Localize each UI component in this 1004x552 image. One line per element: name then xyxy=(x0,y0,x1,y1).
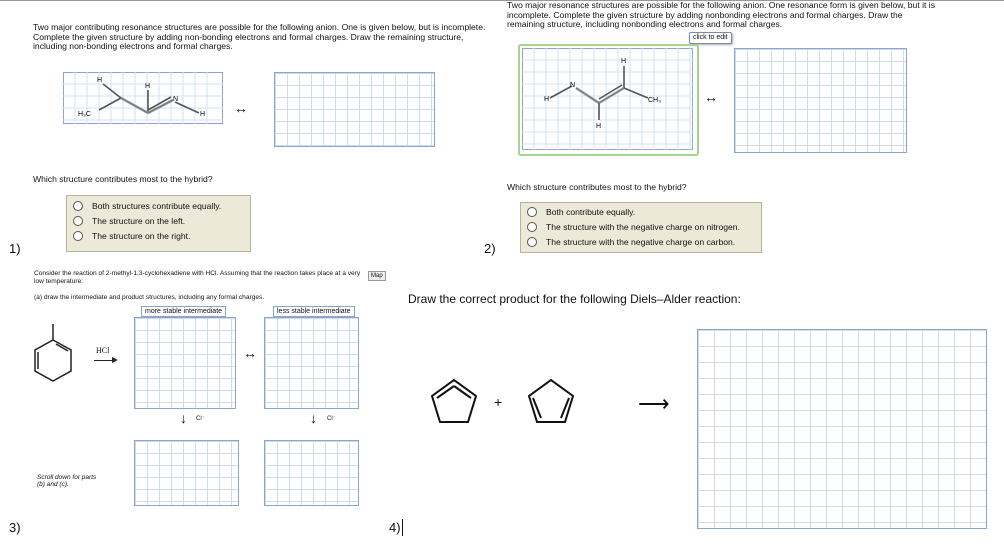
q3-product-canvas-left[interactable] xyxy=(134,440,239,506)
q2-atom-h-top: H xyxy=(621,58,627,65)
q3-number: 3) xyxy=(9,520,21,535)
q3-more-stable-canvas[interactable] xyxy=(134,317,236,409)
q1-atom-h-top1: H xyxy=(97,77,103,84)
q3-more-stable-label: more stable intermediate xyxy=(141,306,226,317)
q3-reagent: HCl xyxy=(96,346,110,355)
q1-atom-h-top2: H xyxy=(145,83,151,90)
q1-prompt: Two major contributing resonance structures are possible for the following anion. One is given below, but is incomplete. Complete the given structure by adding non-bonding electrons and formal charges. Draw the remaining structure, including non-bonding electrons and formal charges. xyxy=(33,22,486,51)
q4-reaction-arrow: ⟶ xyxy=(638,391,670,416)
q3-map-button[interactable]: Map xyxy=(368,271,386,281)
q4-cyclopentadiene-left xyxy=(428,376,480,428)
q3-cl-left: Cl⁻ xyxy=(196,416,205,422)
q2-molecule-drawing[interactable] xyxy=(522,48,693,150)
q1-number: 1) xyxy=(9,241,21,256)
q2-option-0[interactable]: Both contribute equally. xyxy=(521,204,761,219)
q1-resonance-arrow: ↔ xyxy=(234,100,248,116)
q1-molecule-drawing[interactable] xyxy=(63,72,223,124)
q2-atom-ch3: CH₃ xyxy=(648,97,661,104)
q3-down-arrow-left: ↓ xyxy=(180,410,187,426)
q4-drawing-canvas[interactable] xyxy=(697,329,987,529)
q2-question: Which structure contributes most to the hybrid? xyxy=(507,182,687,192)
q3-cyclohexadiene-structure xyxy=(28,322,78,394)
q2-atom-h-left: H xyxy=(544,96,550,103)
q1-drawing-canvas[interactable] xyxy=(274,72,435,147)
q2-option-1[interactable]: The structure with the negative charge on nitrogen. xyxy=(521,219,761,234)
q4-number: 4) xyxy=(389,520,401,535)
q2-tooltip[interactable]: click to edit xyxy=(689,32,732,44)
q2-drawing-canvas[interactable] xyxy=(734,48,907,153)
q1-atom-h-right: H xyxy=(200,111,206,118)
q1-atom-n: N xyxy=(173,96,179,103)
q2-resonance-arrow: ↔ xyxy=(704,89,718,105)
q1-option-1[interactable]: The structure on the left. xyxy=(67,213,250,228)
text-cursor xyxy=(402,519,403,536)
radio-icon[interactable] xyxy=(527,222,537,232)
q1-choices xyxy=(66,195,251,252)
q2-prompt: Two major resonance structures are possible for the following anion. One resonance form is given below, but it is incomplete. Complete the given structure by adding nonbonding electrons and formal charges. Draw the remaining structure, including nonbonding electrons and formal charges. xyxy=(507,0,935,29)
q2-option-2[interactable]: The structure with the negative charge on carbon. xyxy=(521,234,761,249)
q1-atom-ch3: H₃C xyxy=(78,111,91,118)
q2-choices xyxy=(520,202,762,253)
q1-option-0[interactable]: Both structures contribute equally. xyxy=(67,198,250,213)
radio-icon[interactable] xyxy=(527,207,537,217)
q1-question: Which structure contributes most to the hybrid? xyxy=(33,174,213,184)
q3-resonance-arrow: ↔ xyxy=(243,345,257,361)
q4-plus: + xyxy=(494,394,503,410)
q3-prompt: Consider the reaction of 2-methyl-1,3-cyclohexadiene with HCl. Assuming that the reaction takes place at a very low temperature: xyxy=(34,270,361,285)
radio-icon[interactable] xyxy=(527,237,537,247)
q3-less-stable-label: less stable intermediate xyxy=(273,306,355,317)
q4-cyclopentadiene-right xyxy=(524,376,578,428)
q3-scroll-note: Scroll down for parts (b) and (c). xyxy=(37,474,97,488)
q4-prompt: Draw the correct product for the following Diels–Alder reaction: xyxy=(408,292,741,306)
q3-less-stable-canvas[interactable] xyxy=(264,317,359,409)
q3-part-a: (a) draw the intermediate and product structures, including any formal charges. xyxy=(34,294,265,301)
radio-icon[interactable] xyxy=(73,216,83,226)
radio-icon[interactable] xyxy=(73,231,83,241)
q2-atom-h-bottom: H xyxy=(596,123,602,130)
q3-product-canvas-right[interactable] xyxy=(264,440,359,506)
q3-reaction-arrowhead xyxy=(112,357,118,363)
radio-icon[interactable] xyxy=(73,201,83,211)
q3-down-arrow-right: ↓ xyxy=(310,410,317,426)
q2-number: 2) xyxy=(484,241,496,256)
q2-atom-n: N xyxy=(570,82,576,89)
q3-cl-right: Cl⁻ xyxy=(327,416,336,422)
q1-option-2[interactable]: The structure on the right. xyxy=(67,228,250,243)
